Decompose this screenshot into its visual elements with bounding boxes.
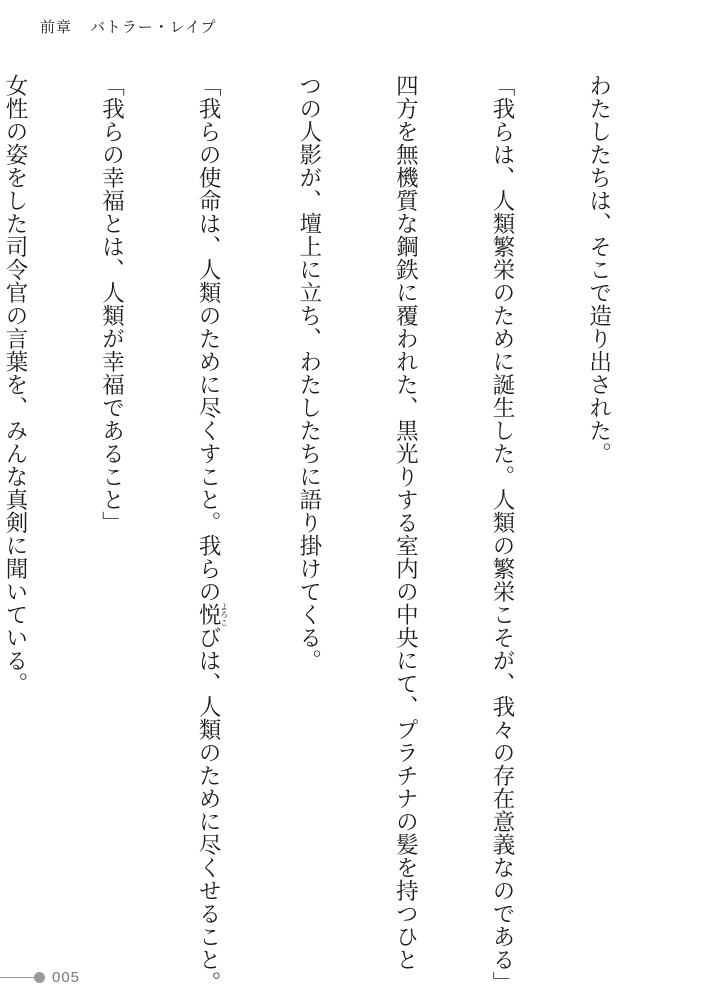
text-segment: 「我らの使命は、人類のために尽くすこと。我らの: [195, 74, 222, 603]
ruby-reading: よろこ: [219, 602, 229, 627]
text-segment: びは、人類のために尽くせること。: [195, 626, 222, 994]
chapter-title: バトラー・レイプ: [90, 18, 217, 36]
running-head: [40, 16, 217, 37]
folio-rule: [0, 977, 36, 978]
ruby-annotation: [195, 602, 229, 627]
text-line: わたしたちは、そこで造り出された。: [585, 74, 612, 465]
folio: [0, 970, 120, 986]
text-line: 女性の姿をした司令官の言葉を、みんな真剣に聞いている。: [1, 74, 28, 695]
page-number: 005: [52, 969, 81, 986]
text-line: 「我らの幸福とは、人類が幸福であること」: [98, 74, 125, 534]
folio-dot-icon: [34, 972, 45, 983]
ruby-base: 悦: [195, 602, 222, 627]
chapter-label: 前章: [40, 18, 73, 36]
text-line: 「我らは、人類繁栄のために誕生した。人類の繁栄こそが、我々の存在意義なのである」: [488, 74, 515, 994]
text-line-with-ruby: [192, 74, 229, 994]
text-line: 四方を無機質な鋼鉄に覆われた、黒光りする室内の中央にて、プラチナの髪を持つひと: [392, 74, 419, 971]
text-line: つの人影が、壇上に立ち、わたしたちに語り掛けてくる。: [295, 74, 322, 672]
